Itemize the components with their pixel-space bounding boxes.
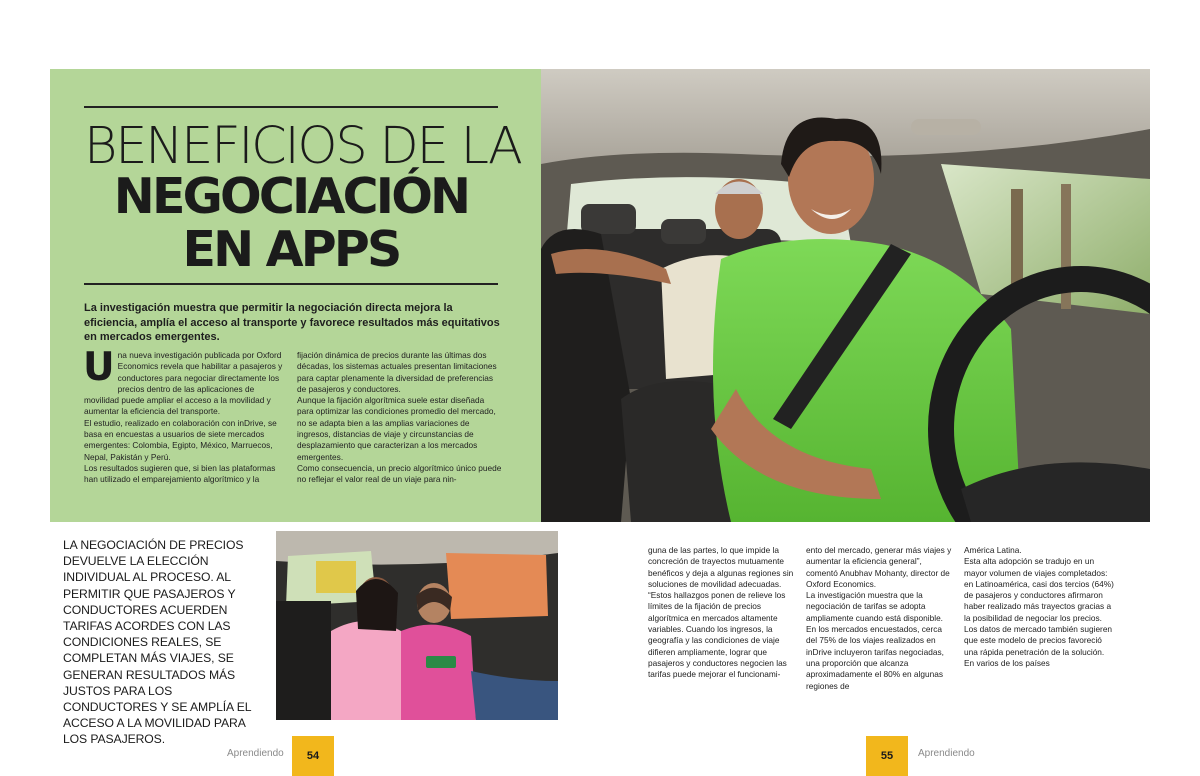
paragraph: ento del mercado, generar más viajes y aumentar la eficiencia general”, comentó Anubhav Mohanty, director de Oxford Economics.: [806, 545, 952, 589]
paragraph: fijación dinámica de precios durante las últimas dos décadas, los sistemas actuales presentan limitaciones para captar plenamente la diversidad de preferencias de pasajeros y conductores.: [297, 350, 497, 394]
drop-cap: U: [83, 345, 115, 390]
body-column-4: [806, 545, 954, 692]
paragraph: El estudio, realizado en colaboración con inDrive, se basa en encuestas a usuarios de siete mercados emergentes: Colombia, Egipto, México, Marruecos, Nepal, Pakistán y Perú.: [84, 417, 277, 462]
article-title-line-2: NEGOCIACIÓN: [113, 168, 469, 225]
photo-driver-illustration: [541, 69, 1150, 522]
article-lead: La investigación muestra que permitir la negociación directa mejora la eficiencia, amplía el acceso al transporte y favorece resultados más equitativos en mercados emergentes.: [84, 302, 500, 343]
photo-driver-and-passenger: [541, 69, 1150, 522]
title-top-rule: [84, 106, 498, 108]
page-number-left: 54: [292, 736, 334, 776]
section-label-right: Aprendiendo: [918, 748, 975, 759]
section-label-left: Aprendiendo: [227, 748, 284, 759]
paragraph: Los datos de mercado también sugieren que este modelo de precios favoreció una rápida penetración de la solución. En varios de los países: [964, 624, 1113, 668]
paragraph: La investigación muestra que la negociación de tarifas se adopta ampliamente cuando está disponible. En los mercados encuestados, cerca del 75% de los viajes realizados en inDrive incluyeron tarifas negociadas, una proporción que alcanza aproximadamente el 80% en algunas regiones de: [806, 590, 944, 691]
paragraph: guna de las partes, lo que impide la concreción de trayectos mutuamente benéficos y deja a algunas regiones sin soluciones de movilidad adecuadas.: [648, 545, 794, 589]
paragraph: “Estos hallazgos ponen de relieve los límites de la fijación de precios algorítmica en mercados altamente variables. Cuando los ingresos, la geografía y las condiciones de viaje difieren ampliamente, lograr que pasajeros y conductores negocien las tarifas puede mejorar el funcionami-: [648, 590, 787, 680]
title-bottom-rule: [84, 283, 498, 285]
article-title-line-3: EN APPS: [182, 221, 400, 278]
body-column-5: [964, 545, 1114, 669]
paragraph: Aunque la fijación algorítmica suele estar diseñada para optimizar las condiciones promedio del mercado, no se adapta bien a las amplias variaciones de ingresos, distancias de viaje y circunstancias de desplazamiento que caracterizan a los mercados emergentes.: [297, 395, 496, 462]
body-column-1: [83, 345, 289, 486]
paragraph: na nueva investigación publicada por Oxford Economics revela que habilitar a pasajeros y conductores para negociar directamente los precios dentro de las aplicaciones de movilidad puede ampliar el acceso a la movilidad y aumentar la eficiencia del transporte.: [84, 350, 283, 417]
paragraph: Esta alta adopción se tradujo en un mayor volumen de viajes completados: en Latinoamérica, casi dos tercios (64%) de pasajeros y conductores afirmaron haber realizado más trayectos gracias a la posibilidad de negociar los precios.: [964, 556, 1114, 623]
page-number-right: 55: [866, 736, 908, 776]
body-column-3: [648, 545, 796, 681]
photo-passengers-illustration: [276, 531, 558, 720]
pull-quote: LA NEGOCIACIÓN DE PRECIOS DEVUELVE LA ELECCIÓN INDIVIDUAL AL PROCESO. AL PERMITIR QUE PASAJEROS Y CONDUCTORES ACUERDEN TARIFAS ACORDES CON LAS CONDICIONES REALES, SE COMPLETAN MÁS VIAJES, SE GENERAN RESULTADOS MÁS JUSTOS PARA LOS CONDUCTORES Y SE AMPLÍA EL ACCESO A LA MOVILIDAD PARA LOS PASAJEROS.: [63, 538, 251, 747]
article-title-line-1: BENEFICIOS DE LA: [84, 117, 521, 176]
paragraph: Los resultados sugieren que, si bien las plataformas han utilizado el emparejamiento algorítmico y la: [84, 462, 276, 485]
paragraph: América Latina.: [964, 545, 1022, 555]
paragraph: Como consecuencia, un precio algorítmico único puede no reflejar el valor real de un viaje para nin-: [297, 462, 502, 485]
body-column-2: [297, 350, 502, 486]
photo-passengers-with-phone: [276, 531, 558, 720]
